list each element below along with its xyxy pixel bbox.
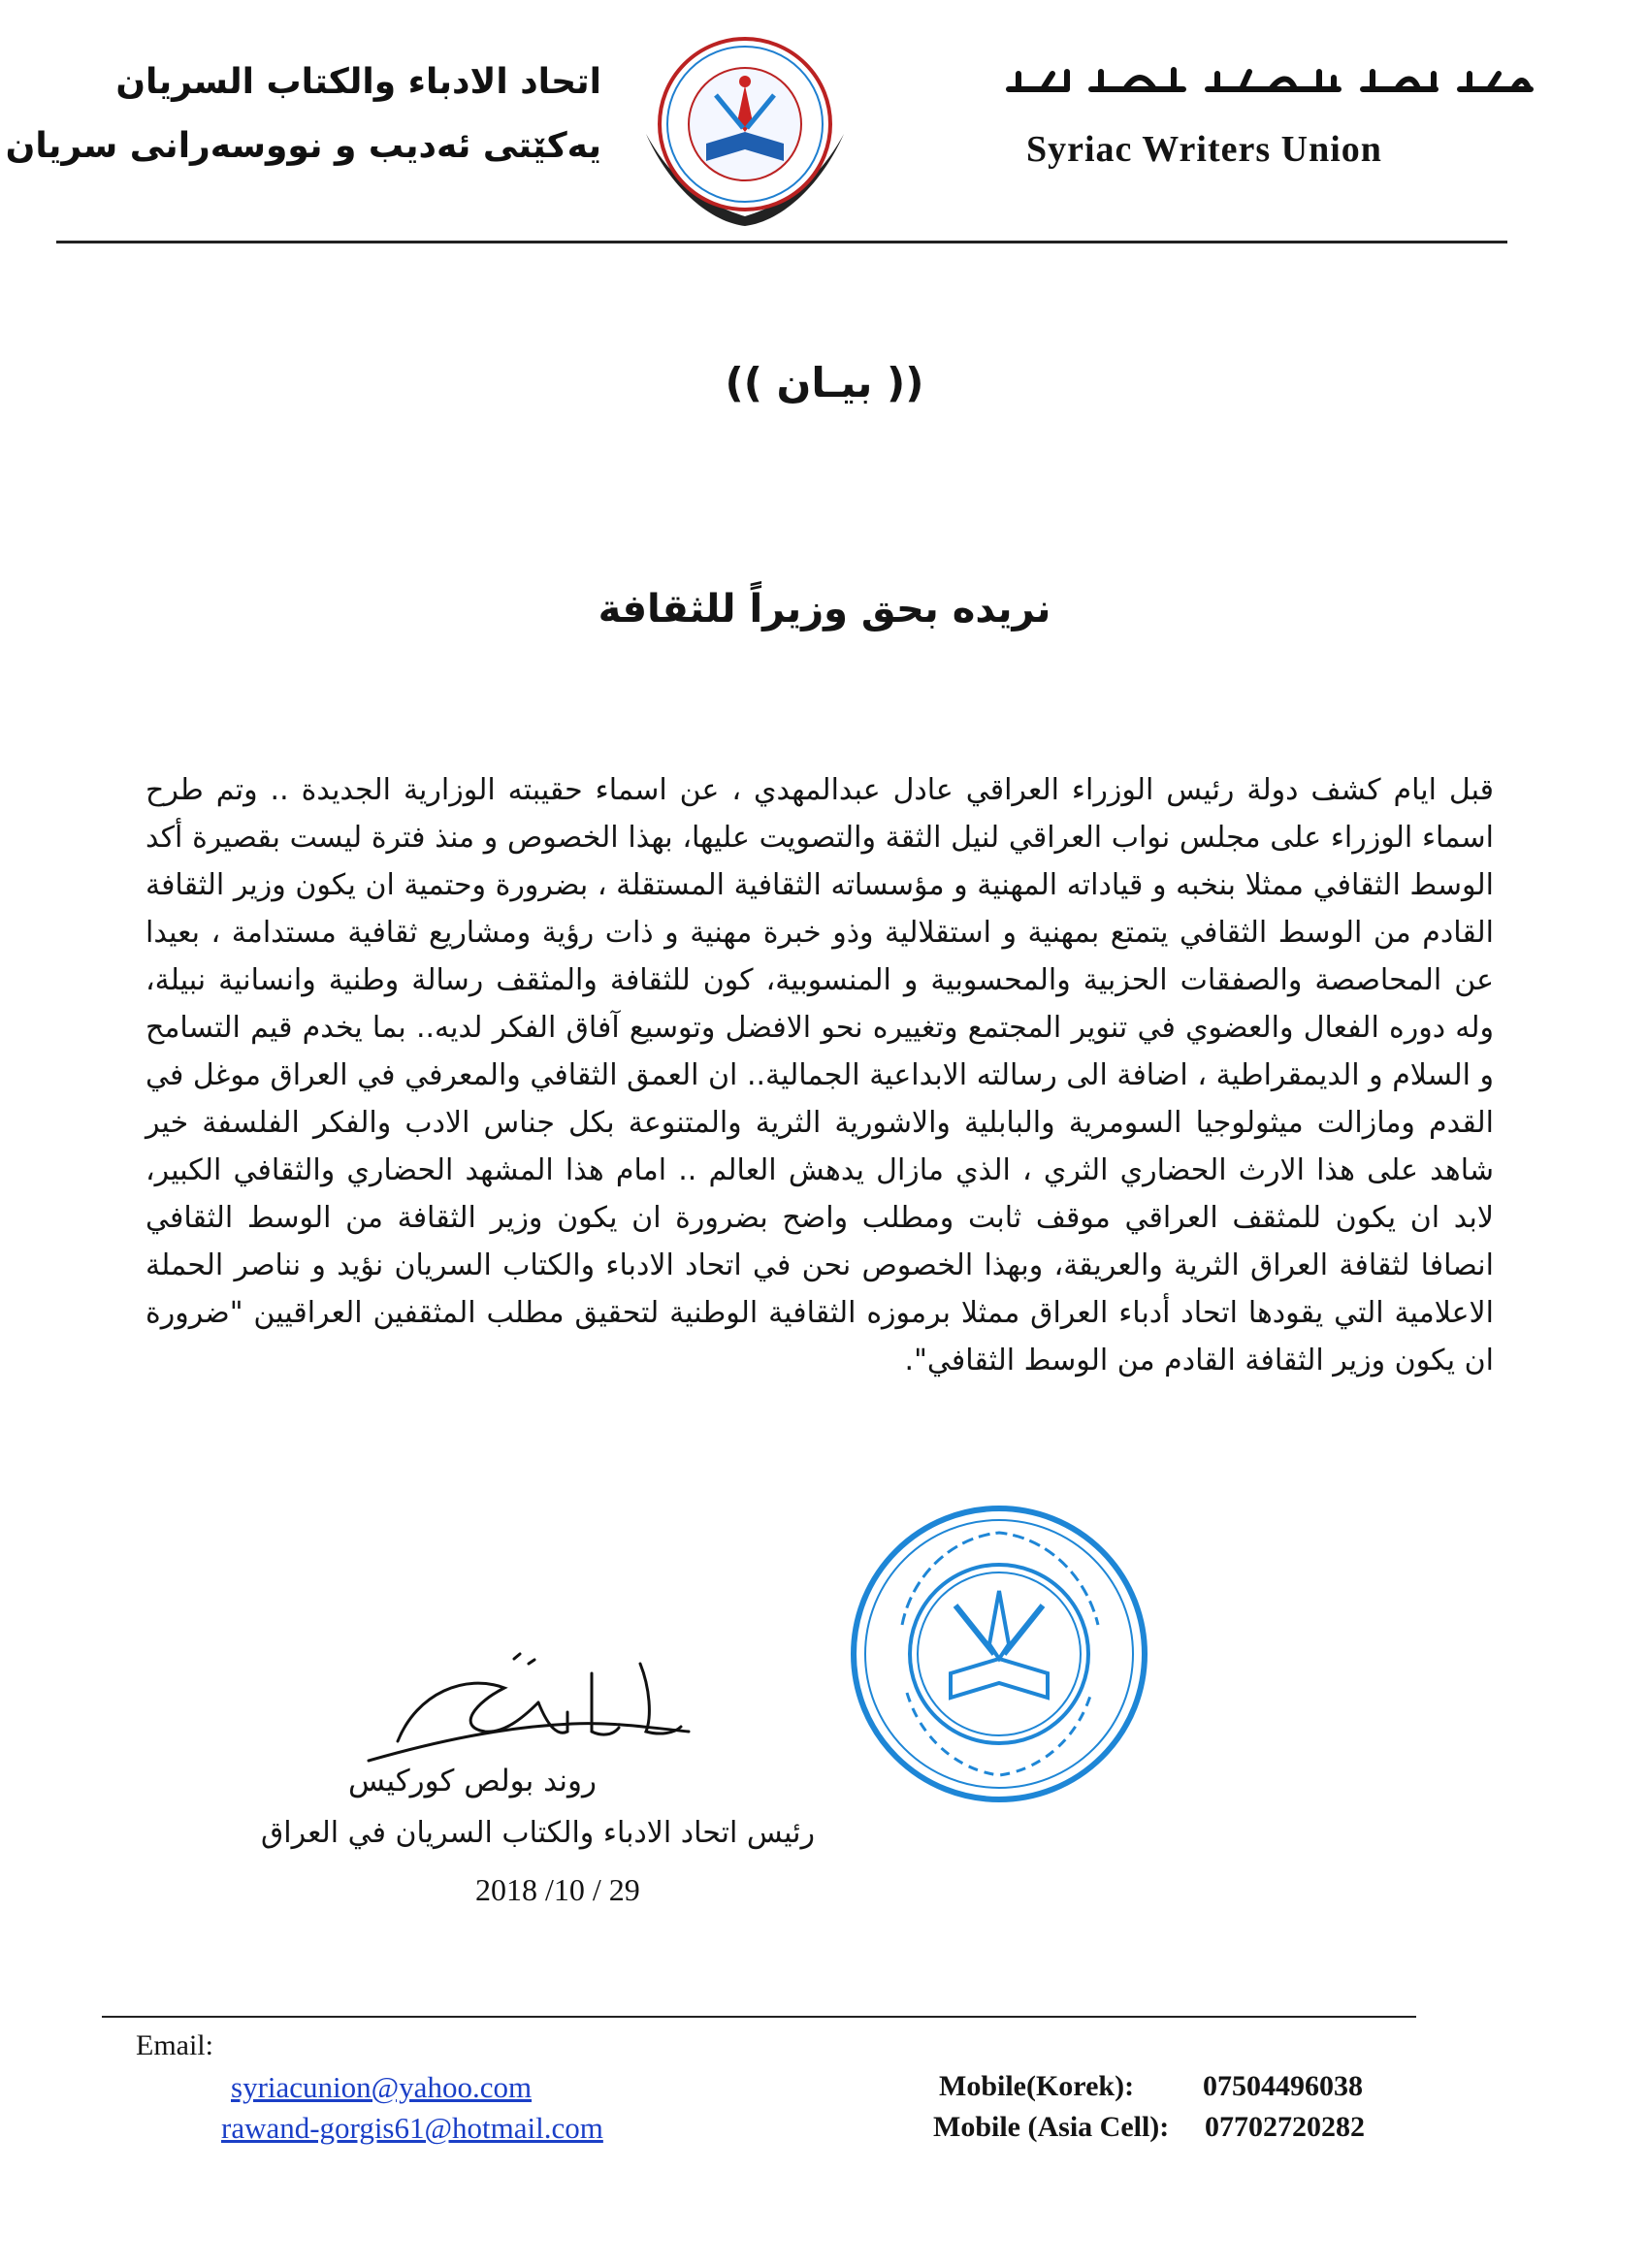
- signer-title: رئيس اتحاد الادباء والكتاب السريان في العراق: [260, 1816, 815, 1850]
- org-name-syriac-script: [999, 60, 1542, 107]
- mobile-korek-number: 07504496038: [1203, 2070, 1363, 2102]
- header-divider: [56, 241, 1507, 243]
- org-name-arabic: اتحاد الادباء والكتاب السريان: [115, 62, 601, 102]
- mobile-asiacell-number: 07702720282: [1205, 2111, 1365, 2143]
- statement-body: قبل ايام كشف دولة رئيس الوزراء العراقي عادل عبدالمهدي ، عن اسماء حقيبته الوزارية الجديدة .. وتم طرح اسماء الوزراء على مجلس نواب العراقي لنيل الثقة والتصويت عليها، بهذا الخصوص و منذ فترة ليست بقصيرة أكد الوسط الثقافي ممثلا بنخبه و قياداته المهنية و مؤسساته الثقافية المستقلة ، بضرورة وحتمية ان يكون وزير الثقافة القادم من الوسط الثقافي يتمتع بمهنية و استقلالية وذو خبرة مهنية و ذات رؤية ومشاريع ثقافية مستدامة ، بعيدا عن المحاصصة والصفقات الحزبية والمحسوبية و المنسوبية، كون للثقافة والمثقف رسالة وطنية وانسانية نبيلة، وله دوره الفعال والعضوي في تنوير المجتمع وتغييره نحو الافضل وتوسيع آفاق الفكر لديه.. بما يخدم قيم التسامح و السلام و الديمقراطية ، اضافة الى رسالته الابداعية الجمالية.. ان العمق الثقافي والمعرفي في العراق موغل في القدم ومازالت ميثولوجيا السومرية والبابلية والاشورية الثرية والمتنوعة بكل جناس الادب والفكر الفلسفة خير شاهد على هذا الارث الحضاري الثري ، الذي مازال يدهش العالم .. امام هذا المشهد الحضاري والثقافي الكبير، لابد ان يكون للمثقف العراقي موقف ثابت ومطلب واضح بضرورة ان يكون وزير الثقافة من الوسط الثقافي انصافا لثقافة العراق الثرية والعريقة، وبهذا الخصوص نحن في اتحاد الادباء والكتاب السريان نؤيد و نناصر الحملة الاعلامية التي يقودها اتحاد أدباء العراق ممثلا برموزه الثقافية الوطنية لتحقيق مطلب المثقفين العراقيين "ضرورة ان يكون وزير الثقافة القادم من الوسط الثقافي".: [146, 773, 1494, 1377]
- mobile-asiacell-label: Mobile (Asia Cell):: [933, 2111, 1170, 2143]
- org-name-kurdish: يەكێتی ئەديب و نووسەرانی سريان: [5, 126, 601, 166]
- email-link-hotmail[interactable]: rawand-gorgis61@hotmail.com: [221, 2111, 603, 2145]
- org-name-english: Syriac Writers Union: [1026, 129, 1382, 170]
- footer-divider: [102, 2016, 1416, 2018]
- signer-name: روند بولص كوركيس: [348, 1764, 597, 1798]
- handwritten-signature: [359, 1635, 708, 1770]
- document-label: (( بيـان )): [725, 359, 924, 406]
- email-label: Email:: [136, 2029, 213, 2061]
- official-stamp-icon: [844, 1499, 1154, 1809]
- document-title: نريده بحق وزيراً للثقافة: [598, 587, 1051, 632]
- mobile-korek-label: Mobile(Korek):: [939, 2070, 1135, 2102]
- union-emblem-logo-icon: [638, 27, 852, 231]
- email-link-yahoo[interactable]: syriacunion@yahoo.com: [231, 2070, 533, 2104]
- document-date: 2018 /10 / 29: [475, 1872, 640, 1907]
